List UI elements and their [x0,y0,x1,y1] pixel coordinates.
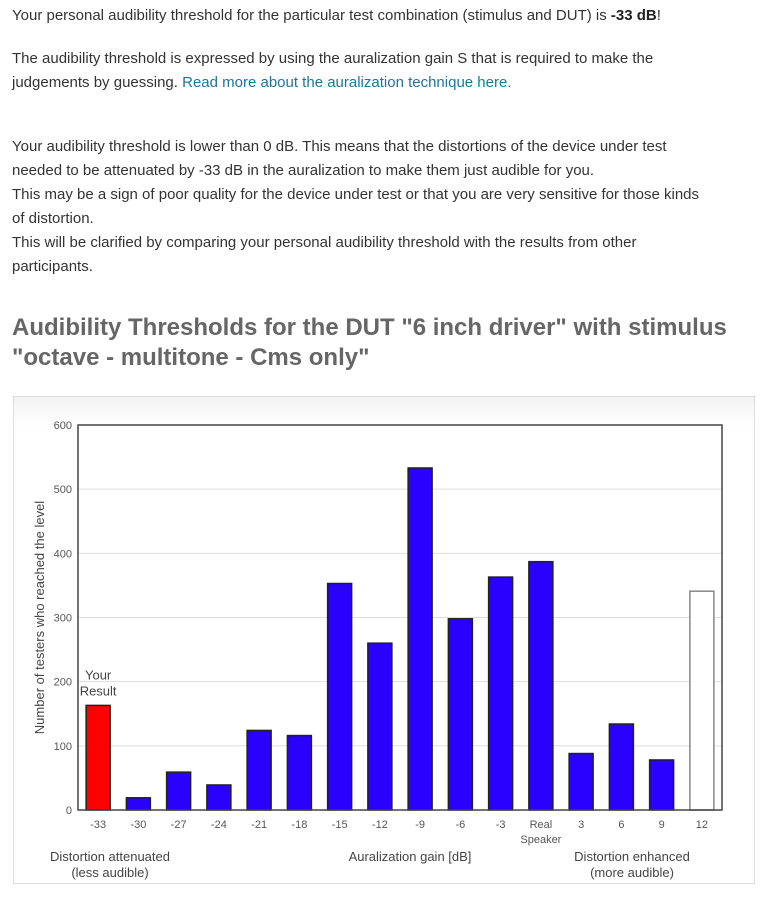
right-note: (more audible) [590,865,674,880]
x-tick-label: -12 [371,819,388,831]
bar [86,705,110,810]
chart-heading [12,313,752,373]
threshold-explanation [12,47,760,95]
auralization-info-link[interactable]: Read more about the auralization technique here. [182,74,512,91]
x-tick-label: -9 [415,819,426,831]
y-tick-label: 500 [53,484,72,497]
x-tick-label: -6 [455,819,466,831]
your-result-label: Your [84,667,112,683]
bar [167,772,191,810]
interpretation-line: This will be clarified by comparing your personal audibility threshold with the results from other [12,234,637,251]
y-axis-title: Number of testers who reached the level [32,500,47,735]
interpretation-line: needed to be attenuated by -33 dB in the auralization to make them just audible for you. [12,162,595,179]
x-tick-label: Real [529,819,553,831]
bar [609,724,633,810]
threshold-summary [12,4,760,28]
chart-container [13,396,755,884]
your-result-label: Result [79,683,117,699]
explanation-text: judgements by guessing. [12,74,183,91]
right-note: Distortion enhanced [574,849,690,864]
interpretation-line: Your audibility threshold is lower than 0 dB. This means that the distortions of the device under test [12,138,667,155]
x-tick-label: Speaker [520,834,562,846]
x-tick-label: 9 [658,819,665,831]
threshold-value: -33 dB [610,7,657,24]
bar [328,583,352,810]
bar [569,754,593,810]
interpretation-line: of distortion. [12,210,94,227]
x-tick-label: -15 [331,819,348,831]
x-tick-label: -18 [291,819,308,831]
left-note: (less audible) [71,865,149,880]
bar [368,643,392,810]
y-tick-label: 300 [53,612,72,625]
x-tick-label: 3 [578,819,585,831]
interpretation-line: This may be a sign of poor quality for the device under test or that you are very sensitive for those kinds [12,186,700,203]
y-tick-label: 600 [53,420,72,432]
chart-heading-line: Audibility Thresholds for the DUT "6 inch driver" with stimulus [12,314,727,341]
interpretation-line: participants. [12,258,93,275]
x-tick-label: -33 [90,819,107,831]
bar [247,730,271,810]
x-tick-label: 6 [618,819,625,831]
y-tick-label: 400 [53,548,72,561]
x-tick-label: -30 [130,819,147,831]
x-tick-label: -27 [170,819,187,831]
bar [207,785,231,810]
explanation-line: The audibility threshold is expressed by using the auralization gain S that is required to make the [12,50,654,67]
audibility-threshold-chart [14,397,756,885]
threshold-summary-prefix: Your personal audibility threshold for the particular test combination (stimulus and DUT) is [12,7,611,24]
bar [408,468,432,810]
y-tick-label: 200 [53,676,72,689]
threshold-summary-suffix: ! [656,7,661,24]
chart-heading-line: "octave - multitone - Cms only" [12,344,370,371]
x-tick-label: -3 [495,819,506,831]
explanation-line [12,71,760,95]
y-tick-label: 0 [65,805,72,817]
bar [489,577,513,810]
bar [287,736,311,810]
bar [690,591,714,810]
threshold-interpretation [12,135,760,279]
bar [126,798,150,810]
bar [650,760,674,810]
left-note: Distortion attenuated [50,849,170,864]
x-tick-label: 12 [695,819,708,831]
bar [448,619,472,810]
y-tick-label: 100 [53,740,72,753]
x-axis-title: Auralization gain [dB] [348,849,472,864]
x-tick-label: -24 [210,819,227,831]
x-tick-label: -21 [251,819,268,831]
bar [529,562,553,810]
